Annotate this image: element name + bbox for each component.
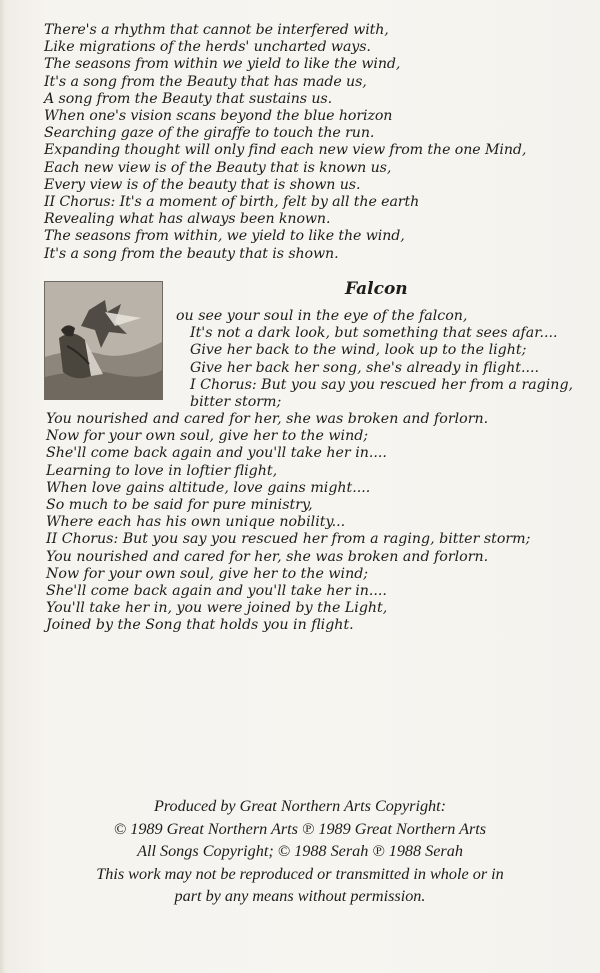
song-one-lyrics	[44, 22, 564, 263]
credit-line: This work may not be reproduced or transmitted in whole or in	[96, 864, 504, 883]
lyric-line: Learning to love in loftier flight,	[46, 462, 278, 479]
lyric-line: You nourished and cared for her, she was broken and forlorn.	[46, 548, 489, 565]
lyric-line: It's a song from the beauty that is shown.	[44, 245, 339, 262]
lyric-line: Revealing what has always been known.	[44, 211, 331, 228]
lyric-line: Joined by the Song that holds you in flight.	[46, 617, 354, 634]
falcon-intro-lyrics	[176, 308, 576, 411]
credit-line: © 1989 Great Northern Arts ℗ 1989 Great Northern Arts	[113, 819, 487, 838]
lyric-line: So much to be said for pure ministry,	[46, 497, 313, 514]
lyric-line: It's not a dark look, but something that sees afar....	[190, 325, 558, 342]
lyric-line: Each new view is of the Beauty that is known us,	[44, 159, 392, 176]
falcon-drop-cap-image	[45, 282, 162, 399]
lyric-line: Every view is of the beauty that is shown us.	[44, 176, 361, 193]
lyric-line: You'll take her in, you were joined by the Light,	[46, 600, 388, 617]
lyric-line: Expanding thought will only find each new view from the one Mind,	[44, 142, 527, 159]
lyric-line: When love gains altitude, love gains might....	[46, 479, 371, 496]
lyric-line: Give her back to the wind, look up to the light;	[190, 342, 527, 359]
lyric-line: Like migrations of the herds' uncharted ways.	[44, 39, 371, 56]
credit-line: part by any means without permission.	[174, 887, 426, 906]
lyric-line: She'll come back again and you'll take her in....	[46, 583, 387, 600]
lyric-line: It's a song from the Beauty that has made us,	[44, 73, 367, 90]
lyric-line: Where each has his own unique nobility...	[46, 514, 346, 531]
lyric-line: Give her back her song, she's already in flight....	[190, 359, 539, 376]
falcon-photo	[44, 281, 163, 400]
lyric-line: Searching gaze of the giraffe to touch the run.	[44, 125, 375, 142]
lyric-line: There's a rhythm that cannot be interfered with,	[44, 22, 389, 38]
falcon-title: Falcon	[345, 279, 408, 299]
lyric-line: I Chorus: But you say you rescued her from a raging,	[190, 376, 574, 393]
lyric-line: The seasons from within we yield to like the wind,	[44, 56, 401, 73]
lyric-line: ou see your soul in the eye of the falcon,	[176, 308, 468, 324]
falcon-lyrics	[46, 411, 566, 635]
lyric-line: bitter storm;	[190, 394, 282, 411]
lyric-line: She'll come back again and you'll take her in....	[46, 445, 387, 462]
lyric-line: You nourished and cared for her, she was broken and forlorn.	[46, 411, 489, 427]
lyric-line: Now for your own soul, give her to the wind;	[46, 428, 369, 445]
credit-line: All Songs Copyright; © 1988 Serah ℗ 1988 Serah	[137, 842, 463, 861]
lyric-line: II Chorus: It's a moment of birth, felt by all the earth	[44, 194, 420, 211]
production-credits	[0, 795, 600, 908]
credit-line: Produced by Great Northern Arts Copyright:	[153, 797, 447, 815]
lyric-line: Now for your own soul, give her to the wind;	[46, 565, 369, 582]
lyric-line: The seasons from within, we yield to like the wind,	[44, 228, 405, 245]
lyric-line: When one's vision scans beyond the blue horizon	[44, 108, 393, 125]
lyric-line: II Chorus: But you say you rescued her from a raging, bitter storm;	[46, 531, 531, 548]
lyric-line: A song from the Beauty that sustains us.	[44, 90, 332, 107]
